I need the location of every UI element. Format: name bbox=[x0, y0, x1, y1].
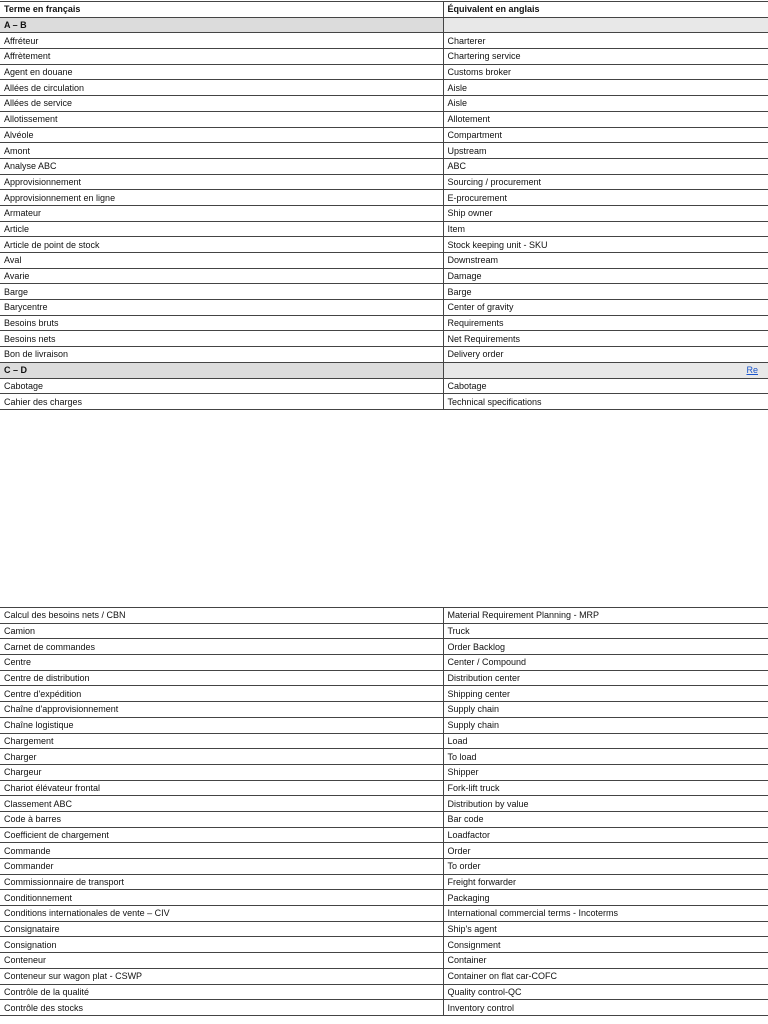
table-header-row bbox=[0, 2, 768, 18]
english-equivalent-cell: Item bbox=[443, 221, 768, 237]
table-row bbox=[0, 623, 768, 639]
english-equivalent-cell: Truck bbox=[443, 623, 768, 639]
french-term-cell: Allées de circulation bbox=[0, 80, 443, 96]
table-row bbox=[0, 796, 768, 812]
table-row bbox=[0, 1000, 768, 1016]
french-term-cell: Conditions internationales de vente – CIV bbox=[0, 906, 443, 922]
french-term-cell: Allotissement bbox=[0, 111, 443, 127]
table-row bbox=[0, 827, 768, 843]
english-equivalent-cell: Material Requirement Planning - MRP bbox=[443, 608, 768, 624]
french-term-cell: Consignation bbox=[0, 937, 443, 953]
french-term-cell: Charger bbox=[0, 749, 443, 765]
table-row bbox=[0, 639, 768, 655]
french-term-cell: Affrètement bbox=[0, 49, 443, 65]
table-row bbox=[0, 64, 768, 80]
english-equivalent-cell: Ship's agent bbox=[443, 921, 768, 937]
french-term-cell: Conteneur sur wagon plat - CSWP bbox=[0, 968, 443, 984]
french-term-cell: Amont bbox=[0, 143, 443, 159]
french-term-cell: Chargement bbox=[0, 733, 443, 749]
french-term-cell: Centre bbox=[0, 655, 443, 671]
english-equivalent-cell: Packaging bbox=[443, 890, 768, 906]
table-row bbox=[0, 158, 768, 174]
english-equivalent-cell: Center of gravity bbox=[443, 300, 768, 316]
english-equivalent-cell: To load bbox=[443, 749, 768, 765]
table-row bbox=[0, 764, 768, 780]
french-term-cell: Chaîne logistique bbox=[0, 717, 443, 733]
english-equivalent-cell: Order Backlog bbox=[443, 639, 768, 655]
english-equivalent-cell: Loadfactor bbox=[443, 827, 768, 843]
french-term-cell: Bon de livraison bbox=[0, 347, 443, 363]
section-row-c-d bbox=[0, 362, 768, 378]
section-row-a-b bbox=[0, 17, 768, 33]
table-row bbox=[0, 843, 768, 859]
section-label-a-b: A – B bbox=[0, 17, 443, 33]
french-term-cell: Contrôle des stocks bbox=[0, 1000, 443, 1016]
table-row bbox=[0, 702, 768, 718]
english-equivalent-cell: Supply chain bbox=[443, 717, 768, 733]
english-equivalent-cell: Distribution center bbox=[443, 670, 768, 686]
french-term-cell: Conditionnement bbox=[0, 890, 443, 906]
table-row bbox=[0, 190, 768, 206]
french-term-cell: Article bbox=[0, 221, 443, 237]
french-term-cell: Chaîne d'approvisionnement bbox=[0, 702, 443, 718]
table-row bbox=[0, 749, 768, 765]
french-term-cell: Article de point de stock bbox=[0, 237, 443, 253]
english-equivalent-cell: Technical specifications bbox=[443, 394, 768, 410]
english-equivalent-cell: Bar code bbox=[443, 811, 768, 827]
english-equivalent-cell: Fork-lift truck bbox=[443, 780, 768, 796]
english-equivalent-cell: Downstream bbox=[443, 253, 768, 269]
table-row bbox=[0, 80, 768, 96]
french-term-cell: Commander bbox=[0, 859, 443, 875]
table-row bbox=[0, 49, 768, 65]
french-term-cell: Approvisionnement bbox=[0, 174, 443, 190]
glossary-table-top bbox=[0, 1, 768, 410]
table-row bbox=[0, 937, 768, 953]
table-row bbox=[0, 733, 768, 749]
english-equivalent-cell: Barge bbox=[443, 284, 768, 300]
table-row bbox=[0, 874, 768, 890]
english-equivalent-cell: Consignment bbox=[443, 937, 768, 953]
table-row bbox=[0, 174, 768, 190]
french-term-cell: Carnet de commandes bbox=[0, 639, 443, 655]
table-row bbox=[0, 221, 768, 237]
table-row bbox=[0, 96, 768, 112]
english-equivalent-cell: Requirements bbox=[443, 315, 768, 331]
french-term-cell: Camion bbox=[0, 623, 443, 639]
french-term-cell: Agent en douane bbox=[0, 64, 443, 80]
table-row bbox=[0, 953, 768, 969]
french-term-cell: Besoins bruts bbox=[0, 315, 443, 331]
table-row bbox=[0, 315, 768, 331]
french-term-cell: Analyse ABC bbox=[0, 158, 443, 174]
french-term-cell: Commande bbox=[0, 843, 443, 859]
french-term-cell: Approvisionnement en ligne bbox=[0, 190, 443, 206]
table-row bbox=[0, 300, 768, 316]
table-row bbox=[0, 968, 768, 984]
french-term-cell: Chargeur bbox=[0, 764, 443, 780]
table-row bbox=[0, 284, 768, 300]
french-term-cell: Alvéole bbox=[0, 127, 443, 143]
english-equivalent-cell: Shipper bbox=[443, 764, 768, 780]
french-term-cell: Avarie bbox=[0, 268, 443, 284]
english-equivalent-cell: Distribution by value bbox=[443, 796, 768, 812]
french-term-cell: Armateur bbox=[0, 205, 443, 221]
table-row bbox=[0, 921, 768, 937]
french-term-cell: Contrôle de la qualité bbox=[0, 984, 443, 1000]
table-row bbox=[0, 111, 768, 127]
section-empty-cell bbox=[443, 17, 768, 33]
table-row bbox=[0, 331, 768, 347]
french-term-cell: Aval bbox=[0, 253, 443, 269]
table-row bbox=[0, 33, 768, 49]
table-row bbox=[0, 670, 768, 686]
french-term-cell: Centre d'expédition bbox=[0, 686, 443, 702]
glossary-table-bottom bbox=[0, 607, 768, 1016]
french-term-cell: Consignataire bbox=[0, 921, 443, 937]
english-equivalent-cell: Order bbox=[443, 843, 768, 859]
french-term-cell: Cahier des charges bbox=[0, 394, 443, 410]
table-row bbox=[0, 237, 768, 253]
english-equivalent-cell: Center / Compound bbox=[443, 655, 768, 671]
french-term-cell: Code à barres bbox=[0, 811, 443, 827]
table-row bbox=[0, 394, 768, 410]
english-equivalent-cell: Load bbox=[443, 733, 768, 749]
table-row bbox=[0, 608, 768, 624]
table-row bbox=[0, 655, 768, 671]
table-row bbox=[0, 253, 768, 269]
english-equivalent-cell: Allotement bbox=[443, 111, 768, 127]
header-french-term: Terme en français bbox=[0, 2, 443, 18]
english-equivalent-cell: Inventory control bbox=[443, 1000, 768, 1016]
english-equivalent-cell: Ship owner bbox=[443, 205, 768, 221]
english-equivalent-cell: Damage bbox=[443, 268, 768, 284]
table-row bbox=[0, 143, 768, 159]
table-row bbox=[0, 127, 768, 143]
french-term-cell: Classement ABC bbox=[0, 796, 443, 812]
french-term-cell: Cabotage bbox=[0, 378, 443, 394]
table-row bbox=[0, 268, 768, 284]
header-english-equivalent: Équivalent en anglais bbox=[443, 2, 768, 18]
table-row bbox=[0, 347, 768, 363]
english-equivalent-cell: E-procurement bbox=[443, 190, 768, 206]
french-term-cell: Besoins nets bbox=[0, 331, 443, 347]
table-row bbox=[0, 717, 768, 733]
french-term-cell: Centre de distribution bbox=[0, 670, 443, 686]
french-term-cell: Commissionnaire de transport bbox=[0, 874, 443, 890]
french-term-cell: Calcul des besoins nets / CBN bbox=[0, 608, 443, 624]
english-equivalent-cell: Chartering service bbox=[443, 49, 768, 65]
section-label-c-d: C – D bbox=[0, 362, 443, 378]
english-equivalent-cell: Shipping center bbox=[443, 686, 768, 702]
english-equivalent-cell: Delivery order bbox=[443, 347, 768, 363]
english-equivalent-cell: Charterer bbox=[443, 33, 768, 49]
section-link[interactable]: Re bbox=[746, 365, 758, 376]
english-equivalent-cell: Customs broker bbox=[443, 64, 768, 80]
table-row bbox=[0, 378, 768, 394]
table-row bbox=[0, 890, 768, 906]
english-equivalent-cell: Cabotage bbox=[443, 378, 768, 394]
english-equivalent-cell: Upstream bbox=[443, 143, 768, 159]
table-row bbox=[0, 811, 768, 827]
english-equivalent-cell: ABC bbox=[443, 158, 768, 174]
french-term-cell: Barycentre bbox=[0, 300, 443, 316]
french-term-cell: Chariot élévateur frontal bbox=[0, 780, 443, 796]
english-equivalent-cell: Stock keeping unit - SKU bbox=[443, 237, 768, 253]
english-equivalent-cell: Supply chain bbox=[443, 702, 768, 718]
french-term-cell: Barge bbox=[0, 284, 443, 300]
english-equivalent-cell: To order bbox=[443, 859, 768, 875]
english-equivalent-cell: Net Requirements bbox=[443, 331, 768, 347]
french-term-cell: Allées de service bbox=[0, 96, 443, 112]
english-equivalent-cell: Aisle bbox=[443, 80, 768, 96]
english-equivalent-cell: Container on flat car-COFC bbox=[443, 968, 768, 984]
french-term-cell: Conteneur bbox=[0, 953, 443, 969]
table-row bbox=[0, 859, 768, 875]
french-term-cell: Affréteur bbox=[0, 33, 443, 49]
table-row bbox=[0, 984, 768, 1000]
english-equivalent-cell: Container bbox=[443, 953, 768, 969]
section-link-cell bbox=[443, 362, 768, 378]
english-equivalent-cell: Sourcing / procurement bbox=[443, 174, 768, 190]
table-row bbox=[0, 780, 768, 796]
english-equivalent-cell: International commercial terms - Incoterms bbox=[443, 906, 768, 922]
table-row bbox=[0, 906, 768, 922]
table-row bbox=[0, 686, 768, 702]
english-equivalent-cell: Compartment bbox=[443, 127, 768, 143]
french-term-cell: Coefficient de chargement bbox=[0, 827, 443, 843]
english-equivalent-cell: Freight forwarder bbox=[443, 874, 768, 890]
english-equivalent-cell: Aisle bbox=[443, 96, 768, 112]
table-row bbox=[0, 205, 768, 221]
english-equivalent-cell: Quality control-QC bbox=[443, 984, 768, 1000]
